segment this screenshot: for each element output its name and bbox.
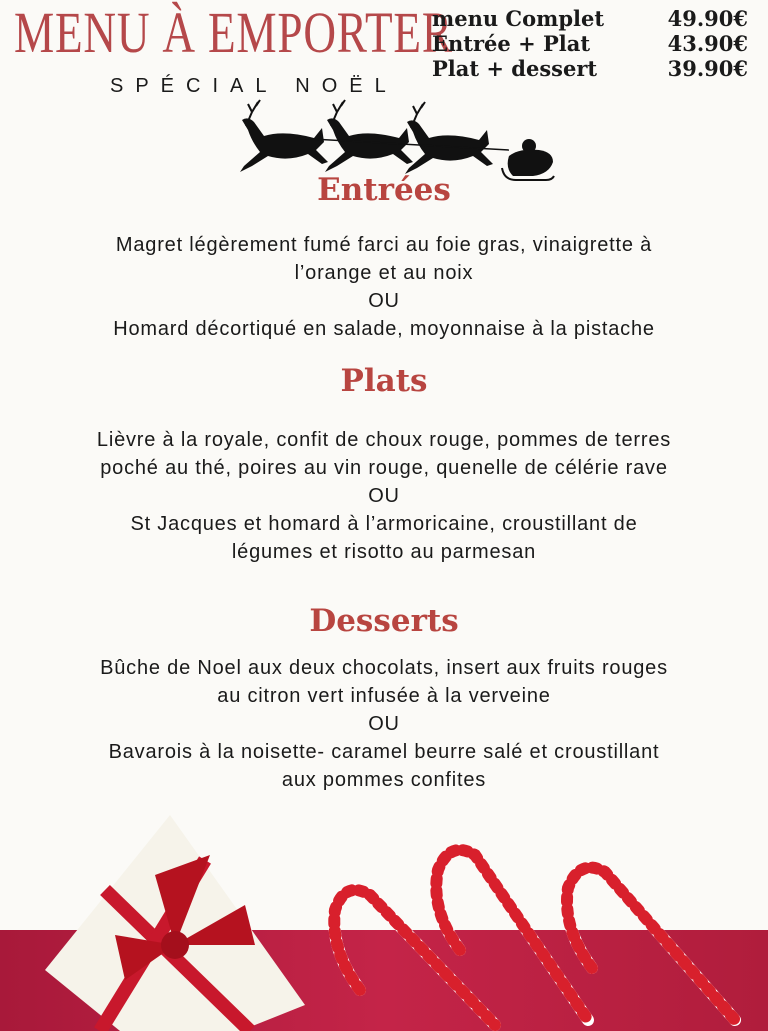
menu-line: poché au thé, poires au vin rouge, quenelle de célérie rave xyxy=(100,457,668,479)
menu-line: Bavarois à la noisette- caramel beurre salé et croustillant xyxy=(108,741,660,763)
section-entrees xyxy=(0,231,768,343)
price-label: Entrée + Plat xyxy=(432,31,591,56)
section-heading-plats: Plats xyxy=(340,363,428,399)
price-label: menu Complet xyxy=(432,6,605,31)
menu-title: MENU À EMPORTER xyxy=(14,0,453,65)
menu-line: Magret légèrement fumé farci au foie gras, vinaigrette à xyxy=(115,234,653,256)
gift-box-icon xyxy=(45,815,305,1031)
menu-line: Homard décortiqué en salade, moyonnaise à la pistache xyxy=(113,318,655,340)
price-row xyxy=(432,6,748,31)
menu-line: Bûche de Noel aux deux chocolats, insert aux fruits rouges xyxy=(100,657,668,679)
menu-line: Lièvre à la royale, confit de choux rouge, pommes de terres xyxy=(96,429,672,451)
menu-line: aux pommes confites xyxy=(281,769,487,791)
price-value: 49.90€ xyxy=(667,6,748,31)
menu-line: l’orange et au noix xyxy=(294,262,474,284)
section-heading-entrees: Entrées xyxy=(317,172,451,208)
price-row xyxy=(432,31,748,56)
price-list xyxy=(432,6,748,81)
menu-line: OU xyxy=(368,485,400,507)
menu-line: OU xyxy=(368,290,400,312)
candy-cane-icon xyxy=(334,890,495,1025)
reindeer-icon xyxy=(405,102,493,174)
candy-cane-icon xyxy=(567,868,735,1020)
menu-line: au citron vert infusée à la verveine xyxy=(217,685,551,707)
price-row xyxy=(432,56,748,81)
reindeer-icon xyxy=(240,100,328,172)
price-value: 39.90€ xyxy=(667,56,748,81)
christmas-decoration-illustration xyxy=(0,800,768,1031)
price-label: Plat + dessert xyxy=(432,56,598,81)
section-desserts xyxy=(0,654,768,794)
section-heading-desserts: Desserts xyxy=(309,603,459,639)
menu-line: légumes et risotto au parmesan xyxy=(231,541,537,563)
menu-line: OU xyxy=(368,713,400,735)
reindeer-icon xyxy=(325,100,413,172)
price-value: 43.90€ xyxy=(667,31,748,56)
section-plats xyxy=(0,426,768,566)
menu-line: St Jacques et homard à l’armoricaine, croustillant de xyxy=(130,513,638,535)
menu-subtitle: SPÉCIAL NOËL xyxy=(110,75,398,97)
